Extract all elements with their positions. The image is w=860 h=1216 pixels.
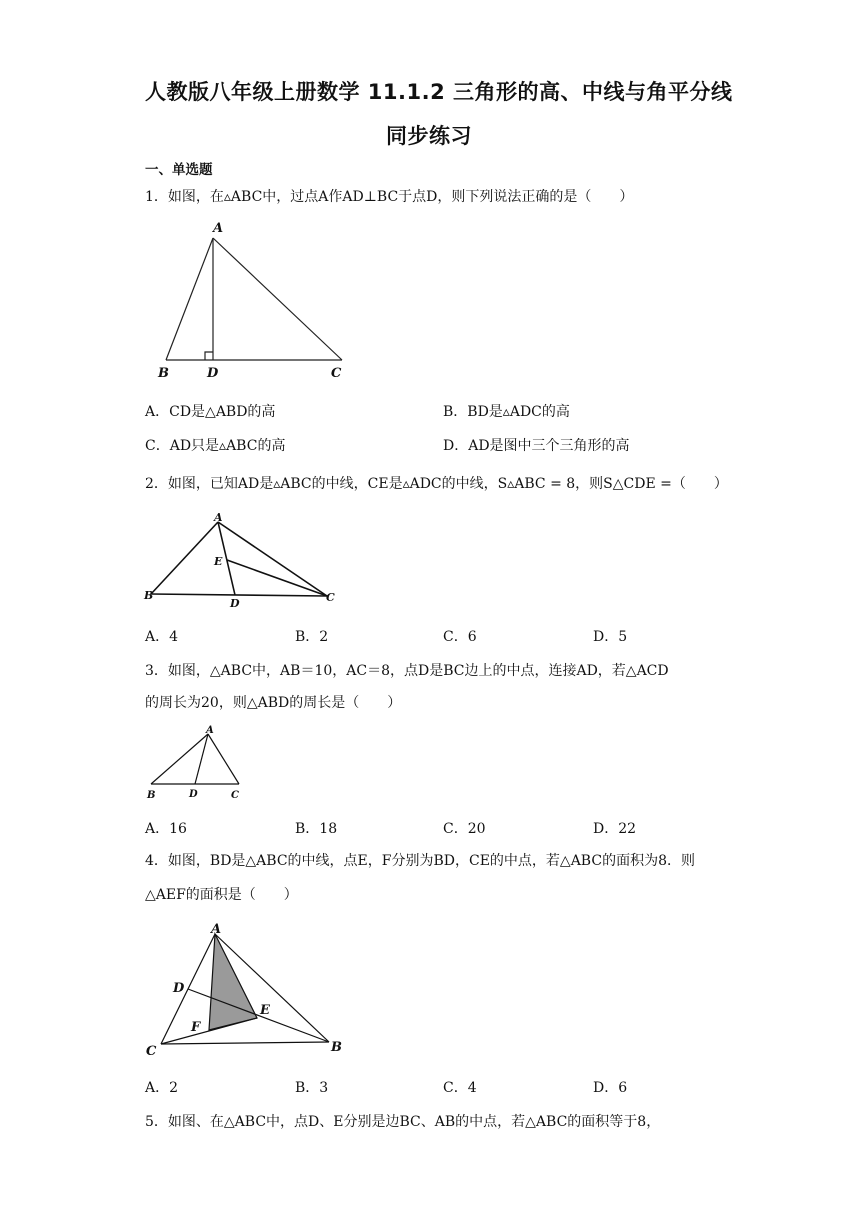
q1-label-b: B [158,366,169,381]
question-4-stem-line2: △AEF的面积是（ ） [145,887,298,903]
q4-label-e: E [260,1003,270,1018]
q3-label-d: D [189,789,198,800]
q3-option-c: C．20 [443,821,486,837]
question-3-stem-line2: 的周长为20，则△ABD的周长是（ ） [145,695,402,711]
question-3-figure [143,722,253,804]
q1-option-c: C．AD只是▵ABC的高 [145,438,286,454]
q1-right-angle-mark [205,352,213,360]
q3-label-c: C [231,790,239,801]
q3-option-d: D．22 [593,821,637,837]
q4-label-b: B [331,1040,342,1055]
q4-segment-cb [161,1042,329,1044]
question-5-stem: 5．如图、在△ABC中，点D、E分别是边BC、AB的中点，若△ABC的面积等于8， [145,1114,661,1130]
q3-segment-ac [208,734,239,784]
q3-label-a: A [206,725,214,736]
q4-median-bd [188,989,329,1042]
q2-label-c: C [326,591,335,604]
question-3-stem-line1: 3．如图，△ABC中，AB＝10，AC＝8，点D是BC边上的中点，连接AD，若△ACD [145,663,669,679]
q4-shaded-triangle-aef [209,934,257,1030]
q1-label-c: C [331,366,342,381]
q1-option-b: B．BD是▵ADC的高 [443,404,570,420]
q3-label-b: B [147,790,156,801]
question-1-stem: 1．如图，在▵ABC中，过点A作AD⊥BC于点D，则下列说法正确的是（ ） [145,189,634,205]
q2-median-ce [227,560,327,596]
q4-option-d: D．6 [593,1080,628,1096]
q2-option-c: C．6 [443,629,477,645]
q3-segment-ab [151,734,208,784]
q4-option-b: B．3 [295,1080,329,1096]
q2-segment-ac [218,522,327,596]
q1-label-d: D [207,366,219,381]
question-2-figure [143,510,343,610]
document-title-line1: 人教版八年级上册数学 11.1.2 三角形的高、中线与角平分线 [145,80,733,104]
q1-option-d: D．AD是图中三个三角形的高 [443,438,630,454]
q2-option-d: D．5 [593,629,628,645]
q2-label-e: E [214,555,223,568]
q4-option-c: C．4 [443,1080,477,1096]
question-4-figure [143,918,358,1060]
question-4-stem-line1: 4．如图，BD是△ABC的中线，点E，F分别为BD，CE的中点，若△ABC的面积为8．则 [145,853,695,869]
q3-option-b: B．18 [295,821,338,837]
q2-option-b: B．2 [295,629,329,645]
document-title-line2: 同步练习 [386,124,472,148]
q3-option-a: A．16 [145,821,187,837]
section-heading: 一、单选题 [145,162,213,178]
question-1-figure [150,218,360,383]
q4-option-a: A．2 [145,1080,179,1096]
q2-label-d: D [230,597,240,610]
q1-label-a: A [213,221,224,236]
q4-label-f: F [191,1020,201,1035]
q1-segment-ab [166,238,213,360]
q2-label-a: A [214,511,223,524]
q4-label-d: D [173,981,185,996]
q4-label-a: A [211,922,222,937]
q2-label-b: B [144,589,154,602]
q2-segment-ab [151,522,218,594]
q2-segment-bc [151,594,327,596]
q4-label-c: C [146,1044,157,1059]
question-2-stem: 2．如图，已知AD是▵ABC的中线，CE是▵ADC的中线，S▵ABC = 8，则S△CDE =（ ） [145,476,728,492]
q1-segment-ac [213,238,342,360]
q3-median-ad [195,734,208,784]
q1-option-a: A．CD是△ABD的高 [145,404,276,420]
q2-option-a: A．4 [145,629,179,645]
